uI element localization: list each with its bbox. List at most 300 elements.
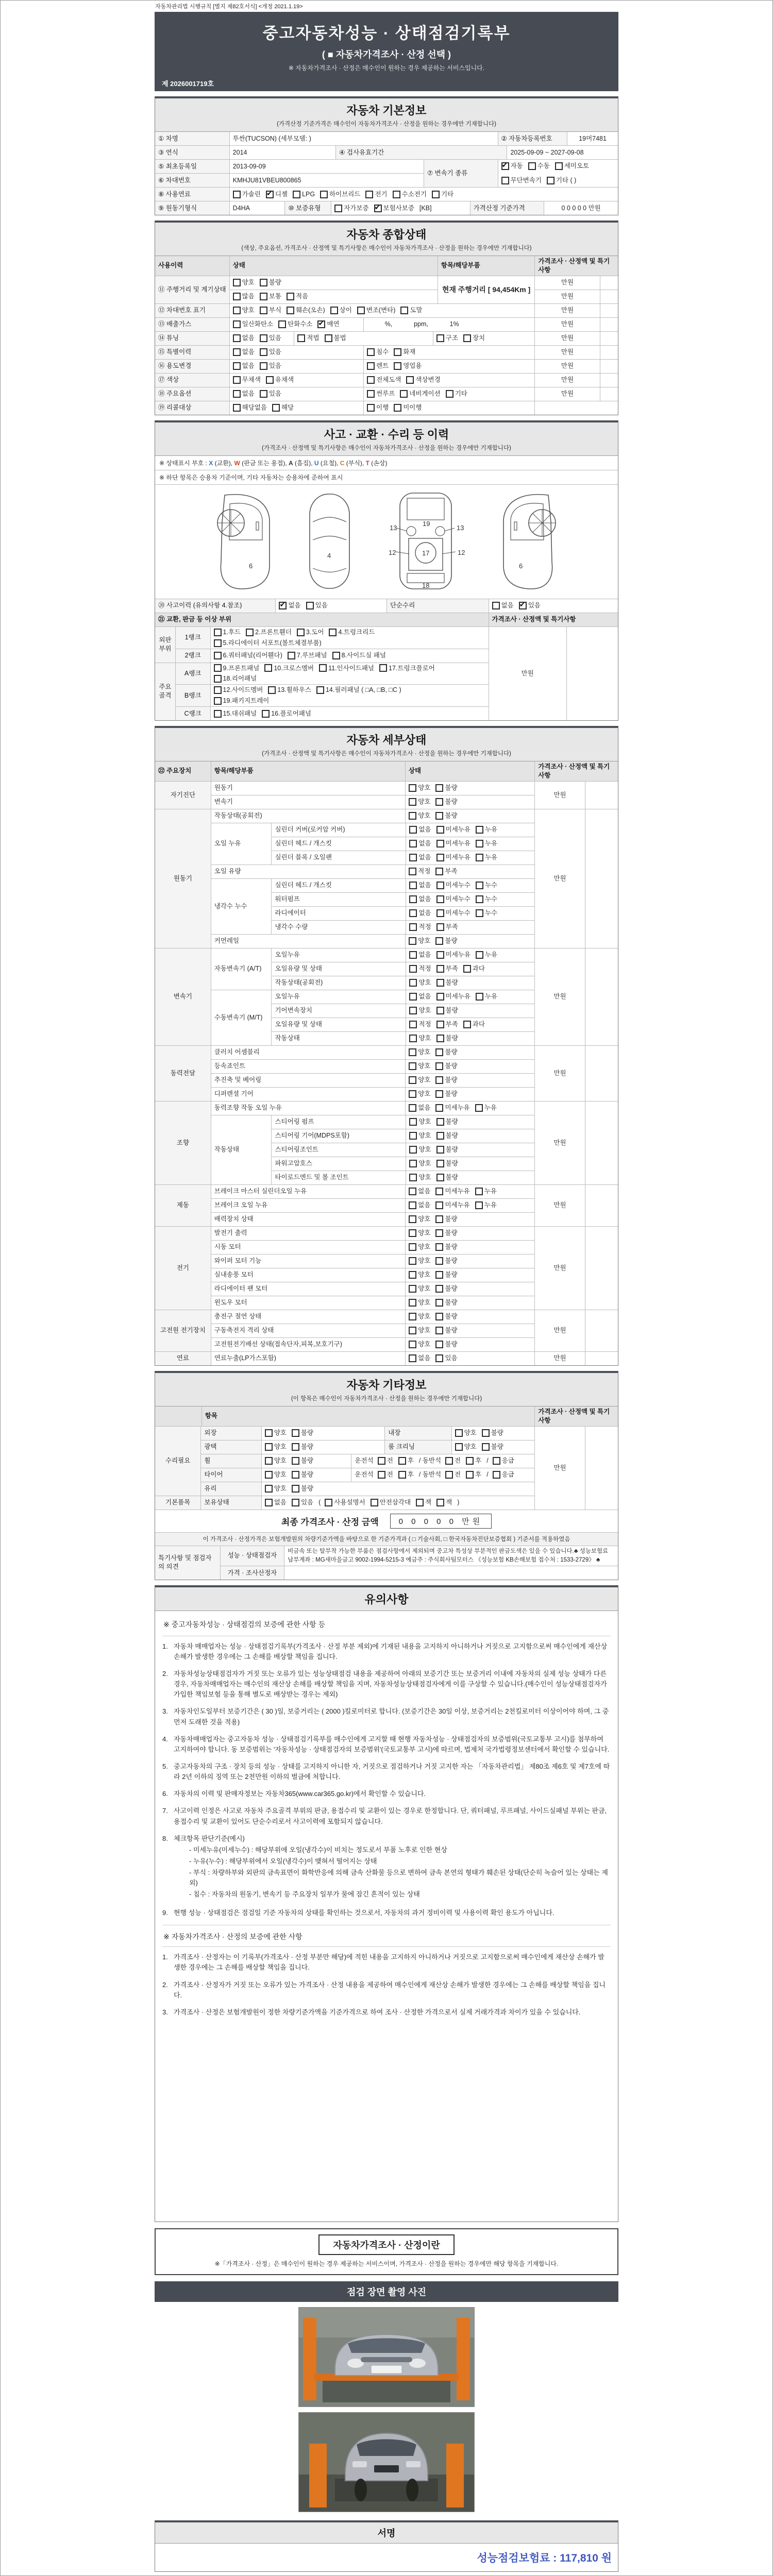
notice-item bbox=[162, 1734, 611, 1755]
checkbox-option bbox=[436, 1034, 458, 1043]
checkbox-icon[interactable] bbox=[409, 812, 416, 820]
checkbox-icon[interactable] bbox=[260, 307, 267, 314]
checkbox-icon[interactable] bbox=[435, 937, 443, 945]
checkbox-icon[interactable] bbox=[445, 1457, 453, 1465]
checkbox-label: 해당없음 bbox=[242, 404, 267, 412]
checkbox-icon[interactable] bbox=[416, 1499, 424, 1506]
checkbox-icon[interactable] bbox=[398, 1457, 406, 1465]
checkbox-icon[interactable] bbox=[278, 320, 286, 328]
checkbox-icon[interactable] bbox=[268, 686, 276, 694]
value-cell: 만원 bbox=[553, 1139, 566, 1146]
checkbox-icon[interactable] bbox=[436, 965, 444, 973]
checkbox-checked-icon[interactable] bbox=[266, 191, 274, 198]
checkbox-icon[interactable] bbox=[435, 1327, 443, 1334]
notice-item bbox=[162, 1806, 611, 1826]
checkbox-icon[interactable] bbox=[409, 1174, 417, 1181]
checkbox-label: 13.휠하우스 bbox=[277, 686, 311, 694]
checkbox-icon[interactable] bbox=[330, 307, 338, 314]
checkbox-icon[interactable] bbox=[409, 784, 416, 792]
checkbox-icon[interactable] bbox=[409, 909, 417, 917]
checkbox-icon[interactable] bbox=[214, 652, 222, 659]
checkbox-icon[interactable] bbox=[436, 826, 444, 834]
checkbox-option bbox=[378, 1456, 393, 1465]
empty-cell bbox=[534, 401, 618, 415]
checkbox-icon[interactable] bbox=[409, 1132, 417, 1140]
checkbox-label: 전 bbox=[455, 1457, 461, 1465]
checkbox-icon[interactable] bbox=[409, 854, 417, 861]
value-cell: D4HA bbox=[229, 201, 285, 215]
checkbox-icon[interactable] bbox=[476, 882, 483, 889]
checkbox-label: LPG bbox=[302, 190, 315, 198]
checkbox-icon[interactable] bbox=[409, 1090, 416, 1098]
checkbox-icon[interactable] bbox=[409, 1215, 416, 1223]
section-basic-title: 자동차 기본정보 bbox=[346, 104, 427, 117]
checkbox-icon[interactable] bbox=[436, 882, 444, 889]
checkbox-icon[interactable] bbox=[409, 868, 416, 875]
checkbox-icon[interactable] bbox=[409, 1188, 416, 1195]
checkbox-icon[interactable] bbox=[409, 1313, 416, 1320]
checkbox-icon[interactable] bbox=[214, 697, 222, 705]
checkbox-icon[interactable] bbox=[435, 1076, 443, 1084]
checkbox-icon[interactable] bbox=[266, 376, 274, 384]
checkbox-cell bbox=[405, 1227, 534, 1240]
checkbox-icon[interactable] bbox=[233, 404, 241, 412]
checkbox-icon[interactable] bbox=[297, 629, 305, 636]
checkbox-label: 적음 bbox=[295, 293, 309, 300]
checkbox-icon[interactable] bbox=[233, 376, 241, 384]
checkbox-icon[interactable] bbox=[325, 1499, 332, 1506]
checkbox-label: 불량 bbox=[445, 1174, 458, 1181]
checkbox-icon[interactable] bbox=[409, 965, 417, 973]
checkbox-icon[interactable] bbox=[435, 1215, 443, 1223]
checkbox-icon[interactable] bbox=[400, 307, 408, 314]
checkbox-icon[interactable] bbox=[306, 602, 314, 609]
checkbox-icon[interactable] bbox=[409, 1271, 416, 1279]
checkbox-icon[interactable] bbox=[409, 951, 417, 959]
checkbox-icon[interactable] bbox=[233, 320, 241, 328]
notice-item-text: 가격조사 · 산정자는 이 기록부(가격조사 · 산정 부분만 해당)에 적힌 내용을 고지하지 아니하거나 거짓으로 고지함으로써 매수인에게 재산상 손해가 발생한 경우에는 그 손해를 배상할 책임을 집니다. bbox=[174, 1953, 604, 1972]
checkbox-icon[interactable] bbox=[367, 390, 375, 398]
checkbox-icon[interactable] bbox=[265, 1485, 273, 1493]
checkbox-icon[interactable] bbox=[233, 390, 241, 398]
checkbox-icon[interactable] bbox=[233, 334, 241, 342]
stack-cell bbox=[271, 948, 534, 990]
checkbox-option bbox=[214, 639, 322, 648]
checkbox-icon[interactable] bbox=[265, 1457, 273, 1465]
checkbox-icon[interactable] bbox=[435, 1104, 443, 1112]
checkbox-icon[interactable] bbox=[409, 1327, 416, 1334]
table-row bbox=[535, 360, 618, 373]
checkbox-icon[interactable] bbox=[466, 1471, 474, 1479]
checkbox-icon[interactable] bbox=[436, 334, 444, 342]
checkbox-icon[interactable] bbox=[409, 1048, 416, 1056]
checkbox-icon[interactable] bbox=[436, 1118, 444, 1126]
checkbox-icon[interactable] bbox=[292, 1457, 299, 1465]
checkbox-icon[interactable] bbox=[476, 840, 483, 848]
checkbox-icon[interactable] bbox=[272, 404, 280, 412]
checkbox-icon[interactable] bbox=[409, 1243, 416, 1251]
label-cell: 상태 bbox=[229, 256, 438, 276]
section-accident-title: 사고 · 교환 · 수리 등 이력 bbox=[324, 428, 449, 441]
checkbox-icon[interactable] bbox=[482, 1443, 490, 1451]
checkbox-icon[interactable] bbox=[436, 993, 444, 1001]
checkbox-icon[interactable] bbox=[435, 1229, 443, 1237]
checkbox-icon[interactable] bbox=[493, 1457, 500, 1465]
section-etc-title: 자동차 기타정보 bbox=[346, 1378, 427, 1392]
checkbox-checked-icon[interactable] bbox=[374, 205, 382, 212]
value-cell: 등속죠인트 bbox=[214, 1062, 246, 1070]
label-cell: 가격조사 · 산정액 및 특기사항 bbox=[489, 613, 618, 626]
document-number: 제 2026001719호 bbox=[162, 80, 214, 88]
checkbox-icon[interactable] bbox=[547, 177, 554, 184]
value-cell: 기어변속장치 bbox=[275, 1007, 312, 1014]
checkbox-icon[interactable] bbox=[409, 840, 417, 848]
checkbox-icon[interactable] bbox=[436, 1035, 444, 1042]
checkbox-label: 적정 bbox=[418, 868, 431, 875]
value-cell: 오일유량 및 상태 bbox=[275, 965, 322, 973]
checkbox-icon[interactable] bbox=[233, 348, 241, 356]
notice-item-text: 현행 성능 · 상태점검은 점검일 기준 자동차의 상태를 확인하는 것으로서, 자동차의 과거 정비이력 및 사용이력 확인 용도가 아닙니다. bbox=[174, 1908, 554, 1917]
checkbox-label: 무채색 bbox=[242, 376, 261, 384]
table-row bbox=[155, 1045, 618, 1101]
checkbox-option bbox=[435, 1270, 457, 1279]
checkbox-icon[interactable] bbox=[264, 664, 272, 672]
checkbox-icon[interactable] bbox=[394, 348, 401, 356]
checkbox-icon[interactable] bbox=[435, 1313, 443, 1320]
checkbox-icon[interactable] bbox=[436, 1499, 444, 1506]
checkbox-icon[interactable] bbox=[214, 675, 222, 683]
notice-item bbox=[162, 1980, 611, 2001]
checkbox-checked-icon[interactable] bbox=[519, 602, 527, 609]
checkbox-option bbox=[482, 1443, 503, 1451]
checkbox-icon[interactable] bbox=[260, 293, 267, 300]
label-cell: 휠 bbox=[201, 1454, 261, 1468]
checkbox-icon[interactable] bbox=[214, 686, 222, 694]
table-row bbox=[221, 1566, 618, 1580]
checkbox-icon[interactable] bbox=[233, 307, 241, 314]
legend-part: (판금 또는 용접), bbox=[240, 459, 289, 467]
value-cell: 스티어링 펌프 bbox=[275, 1118, 314, 1126]
checkbox-icon[interactable] bbox=[367, 376, 375, 384]
checkbox-option bbox=[260, 334, 281, 343]
checkbox-icon[interactable] bbox=[409, 1104, 416, 1112]
checkbox-option bbox=[436, 825, 470, 834]
checkbox-icon[interactable] bbox=[233, 362, 241, 370]
checkbox-icon[interactable] bbox=[409, 1354, 416, 1362]
checkbox-option bbox=[292, 1470, 313, 1479]
checkbox-icon[interactable] bbox=[476, 826, 483, 834]
checkbox-icon[interactable] bbox=[409, 1076, 416, 1084]
car-diagram-underbody bbox=[380, 491, 470, 591]
checkbox-icon[interactable] bbox=[409, 1201, 416, 1209]
checkbox-option bbox=[432, 190, 453, 199]
checkbox-icon[interactable] bbox=[409, 993, 417, 1001]
checkbox-icon[interactable] bbox=[409, 826, 417, 834]
checkbox-icon[interactable] bbox=[476, 993, 483, 1001]
section-basic-info bbox=[155, 96, 618, 215]
checkbox-icon[interactable] bbox=[398, 1471, 406, 1479]
checkbox-icon[interactable] bbox=[292, 1443, 299, 1451]
table-row bbox=[155, 132, 618, 145]
checkbox-icon[interactable] bbox=[265, 1443, 273, 1451]
checkbox-icon[interactable] bbox=[493, 1471, 500, 1479]
checkbox-icon[interactable] bbox=[435, 1062, 443, 1070]
table-row bbox=[535, 276, 618, 290]
checkbox-icon[interactable] bbox=[435, 1271, 443, 1279]
checkbox-icon[interactable] bbox=[233, 279, 241, 286]
info-box-title: 자동차가격조사 · 산정이란 bbox=[318, 2234, 454, 2255]
checkbox-icon[interactable] bbox=[436, 840, 444, 848]
checkbox-icon[interactable] bbox=[316, 686, 324, 694]
checkbox-option bbox=[435, 1062, 457, 1071]
checkbox-icon[interactable] bbox=[435, 1354, 443, 1362]
checkbox-icon[interactable] bbox=[292, 1485, 299, 1493]
checkbox-icon[interactable] bbox=[435, 1285, 443, 1293]
checkbox-icon[interactable] bbox=[265, 1471, 273, 1479]
checkbox-icon[interactable] bbox=[409, 1257, 416, 1265]
inline-text: / 동반석 bbox=[418, 1471, 442, 1479]
checkbox-label: 불량 bbox=[491, 1429, 503, 1437]
checkbox-icon[interactable] bbox=[357, 307, 365, 314]
checkbox-icon[interactable] bbox=[319, 664, 327, 672]
checkbox-icon[interactable] bbox=[435, 1188, 443, 1195]
checkbox-icon[interactable] bbox=[379, 664, 387, 672]
checkbox-icon[interactable] bbox=[293, 191, 300, 198]
checkbox-icon[interactable] bbox=[409, 882, 417, 889]
checkbox-icon[interactable] bbox=[409, 1229, 416, 1237]
checkbox-icon[interactable] bbox=[260, 362, 267, 370]
checkbox-icon[interactable] bbox=[476, 951, 483, 959]
checkbox-icon[interactable] bbox=[436, 1160, 444, 1167]
document bbox=[155, 1, 618, 2576]
checkbox-icon[interactable] bbox=[435, 812, 443, 820]
checkbox-option bbox=[463, 334, 485, 343]
checkbox-icon[interactable] bbox=[492, 602, 500, 609]
notice-header bbox=[155, 1587, 618, 1611]
checkbox-icon[interactable] bbox=[409, 1021, 417, 1028]
checkbox-icon[interactable] bbox=[292, 1429, 299, 1437]
final-price-note: 이 가격조사 · 산정가격은 보험개발원의 차량기준가액을 바탕으로 한 기준가격과 ( □ 기술사회, □ 한국자동차진단보증협회 ) 기준서를 적용하였음 bbox=[155, 1532, 618, 1546]
checkbox-label: 양호 bbox=[418, 1313, 431, 1320]
checkbox-icon[interactable] bbox=[409, 1062, 416, 1070]
checkbox-icon[interactable] bbox=[400, 390, 408, 398]
checkbox-checked-icon[interactable] bbox=[317, 320, 325, 328]
checkbox-icon[interactable] bbox=[455, 1443, 463, 1451]
checkbox-icon[interactable] bbox=[475, 1188, 483, 1195]
checkbox-icon[interactable] bbox=[378, 1471, 385, 1479]
checkbox-icon[interactable] bbox=[325, 334, 332, 342]
checkbox-label: 5.라디에이터 서포트(볼트체결부품) bbox=[223, 639, 322, 647]
table-row bbox=[272, 1171, 534, 1184]
checkbox-label: 미세누유 bbox=[445, 1201, 470, 1209]
checkbox-option bbox=[435, 1090, 457, 1098]
checkbox-icon[interactable] bbox=[214, 629, 222, 636]
checkbox-cell bbox=[229, 332, 294, 345]
inline-text: / bbox=[486, 1457, 489, 1465]
checkbox-icon[interactable] bbox=[436, 1132, 444, 1140]
checkbox-icon[interactable] bbox=[475, 1104, 483, 1112]
checkbox-icon[interactable] bbox=[436, 895, 444, 903]
checkbox-icon[interactable] bbox=[394, 404, 401, 412]
checkbox-label: 양호 bbox=[418, 1160, 431, 1167]
checkbox-icon[interactable] bbox=[214, 664, 222, 672]
checkbox-option bbox=[409, 978, 431, 987]
checkbox-label: 적법 bbox=[307, 334, 320, 342]
checkbox-icon[interactable] bbox=[436, 923, 444, 931]
checkbox-option bbox=[435, 1187, 469, 1196]
checkbox-icon[interactable] bbox=[332, 652, 340, 659]
checkbox-icon[interactable] bbox=[367, 362, 375, 370]
checkbox-label: 양호 bbox=[418, 812, 431, 820]
checkbox-icon[interactable] bbox=[435, 1257, 443, 1265]
checkbox-option bbox=[265, 1443, 287, 1451]
checkbox-icon[interactable] bbox=[409, 1035, 417, 1042]
checkbox-icon[interactable] bbox=[287, 307, 294, 314]
checkbox-icon[interactable] bbox=[409, 798, 416, 806]
checkbox-icon[interactable] bbox=[435, 1341, 443, 1348]
checkbox-icon[interactable] bbox=[214, 710, 222, 718]
checkbox-icon[interactable] bbox=[365, 191, 373, 198]
checkbox-icon[interactable] bbox=[435, 798, 443, 806]
checkbox-icon[interactable] bbox=[435, 1243, 443, 1251]
checkbox-icon[interactable] bbox=[435, 868, 443, 875]
checkbox-label: 양호 bbox=[418, 1299, 431, 1307]
checkbox-icon[interactable] bbox=[466, 1457, 474, 1465]
checkbox-label: 없음 bbox=[418, 854, 431, 861]
checkbox-icon[interactable] bbox=[436, 979, 444, 987]
checkbox-icon[interactable] bbox=[265, 1499, 273, 1506]
checkbox-icon[interactable] bbox=[371, 1499, 378, 1506]
checkbox-icon[interactable] bbox=[463, 334, 471, 342]
checkbox-icon[interactable] bbox=[265, 1429, 273, 1437]
checkbox-icon[interactable] bbox=[233, 293, 241, 300]
checkbox-label: 전 bbox=[386, 1471, 393, 1479]
label-cell: 외판부위 bbox=[155, 627, 175, 663]
checkbox-checked-icon[interactable] bbox=[279, 602, 287, 609]
checkbox-icon[interactable] bbox=[409, 1146, 417, 1154]
checkbox-icon[interactable] bbox=[409, 1118, 417, 1126]
checkbox-icon[interactable] bbox=[394, 362, 401, 370]
checkbox-label: 자가보증 bbox=[344, 204, 369, 212]
checkbox-icon[interactable] bbox=[475, 1201, 483, 1209]
checkbox-icon[interactable] bbox=[409, 937, 416, 945]
checkbox-icon[interactable] bbox=[409, 1341, 416, 1348]
checkbox-label: 양호 bbox=[418, 1146, 431, 1154]
checkbox-label: 색상변경 bbox=[415, 376, 441, 384]
checkbox-icon[interactable] bbox=[435, 784, 443, 792]
checkbox-icon[interactable] bbox=[367, 404, 375, 412]
checkbox-icon[interactable] bbox=[463, 965, 471, 973]
checkbox-icon[interactable] bbox=[436, 1007, 444, 1014]
table-row bbox=[535, 1227, 618, 1310]
checkbox-icon[interactable] bbox=[409, 979, 417, 987]
checkbox-icon[interactable] bbox=[393, 191, 400, 198]
checkbox-icon[interactable] bbox=[260, 348, 267, 356]
checkbox-icon[interactable] bbox=[409, 1007, 417, 1014]
checkbox-icon[interactable] bbox=[260, 390, 267, 398]
checkbox-icon[interactable] bbox=[436, 951, 444, 959]
checkbox-label: 응급 bbox=[501, 1471, 514, 1479]
checkbox-icon[interactable] bbox=[214, 639, 222, 647]
checkbox-icon[interactable] bbox=[334, 205, 342, 212]
checkbox-icon[interactable] bbox=[367, 348, 375, 356]
checkbox-label: 없음 bbox=[418, 1354, 431, 1362]
checkbox-icon[interactable] bbox=[436, 1146, 444, 1154]
checkbox-option bbox=[435, 1326, 457, 1335]
checkbox-label: 수동 bbox=[537, 162, 550, 170]
checkbox-icon[interactable] bbox=[463, 1021, 471, 1028]
checkbox-icon[interactable] bbox=[262, 710, 270, 718]
checkbox-icon[interactable] bbox=[292, 1499, 299, 1506]
checkbox-icon[interactable] bbox=[455, 1429, 463, 1437]
checkbox-cell bbox=[405, 1241, 534, 1254]
checkbox-icon[interactable] bbox=[320, 191, 328, 198]
checkbox-cell bbox=[331, 201, 469, 215]
checkbox-icon[interactable] bbox=[476, 909, 483, 917]
checkbox-icon[interactable] bbox=[476, 854, 483, 861]
checkbox-icon[interactable] bbox=[555, 162, 563, 170]
checkbox-icon[interactable] bbox=[435, 1201, 443, 1209]
checkbox-icon[interactable] bbox=[233, 191, 241, 198]
section-detail-header bbox=[155, 728, 618, 761]
table-row bbox=[155, 303, 618, 317]
checkbox-icon[interactable] bbox=[445, 1471, 453, 1479]
checkbox-option bbox=[436, 1117, 458, 1126]
checkbox-icon[interactable] bbox=[406, 376, 414, 384]
form-reference: 자동차관리법 시행규칙 [별지 제82호서식] <개정 2021.1.19> bbox=[155, 4, 303, 10]
checkbox-icon[interactable] bbox=[260, 334, 267, 342]
checkbox-icon[interactable] bbox=[409, 1160, 417, 1167]
checkbox-icon[interactable] bbox=[501, 177, 509, 184]
checkbox-icon[interactable] bbox=[409, 1285, 416, 1293]
checkbox-icon[interactable] bbox=[409, 923, 417, 931]
checkbox-icon[interactable] bbox=[436, 1021, 444, 1028]
checkbox-option bbox=[435, 1104, 469, 1112]
table-row bbox=[155, 1427, 534, 1496]
checkbox-icon[interactable] bbox=[446, 390, 453, 398]
checkbox-icon[interactable] bbox=[432, 191, 440, 198]
checkbox-icon[interactable] bbox=[287, 293, 294, 300]
checkbox-icon[interactable] bbox=[435, 1299, 443, 1307]
checkbox-checked-icon[interactable] bbox=[501, 162, 509, 170]
checkbox-icon[interactable] bbox=[435, 1090, 443, 1098]
checkbox-icon[interactable] bbox=[476, 895, 483, 903]
checkbox-icon[interactable] bbox=[378, 1457, 385, 1465]
checkbox-icon[interactable] bbox=[436, 909, 444, 917]
checkbox-icon[interactable] bbox=[246, 629, 254, 636]
checkbox-icon[interactable] bbox=[409, 1299, 416, 1307]
table-row bbox=[535, 290, 618, 303]
checkbox-option bbox=[435, 1340, 457, 1349]
table-row bbox=[201, 1454, 534, 1468]
checkbox-icon[interactable] bbox=[297, 334, 305, 342]
table-row bbox=[201, 1427, 534, 1440]
checkbox-icon[interactable] bbox=[436, 1174, 444, 1181]
checkbox-icon[interactable] bbox=[260, 279, 267, 286]
checkbox-label: 양호 bbox=[418, 1285, 431, 1293]
checkbox-icon[interactable] bbox=[435, 1048, 443, 1056]
table-row bbox=[155, 160, 424, 173]
stack-cell bbox=[271, 823, 534, 865]
checkbox-icon[interactable] bbox=[409, 895, 417, 903]
checkbox-icon[interactable] bbox=[482, 1429, 490, 1437]
checkbox-icon[interactable] bbox=[288, 652, 295, 659]
checkbox-icon[interactable] bbox=[292, 1471, 299, 1479]
checkbox-label: 양호 bbox=[418, 1174, 431, 1181]
checkbox-icon[interactable] bbox=[329, 629, 337, 636]
checkbox-icon[interactable] bbox=[436, 854, 444, 861]
checkbox-icon[interactable] bbox=[528, 162, 536, 170]
